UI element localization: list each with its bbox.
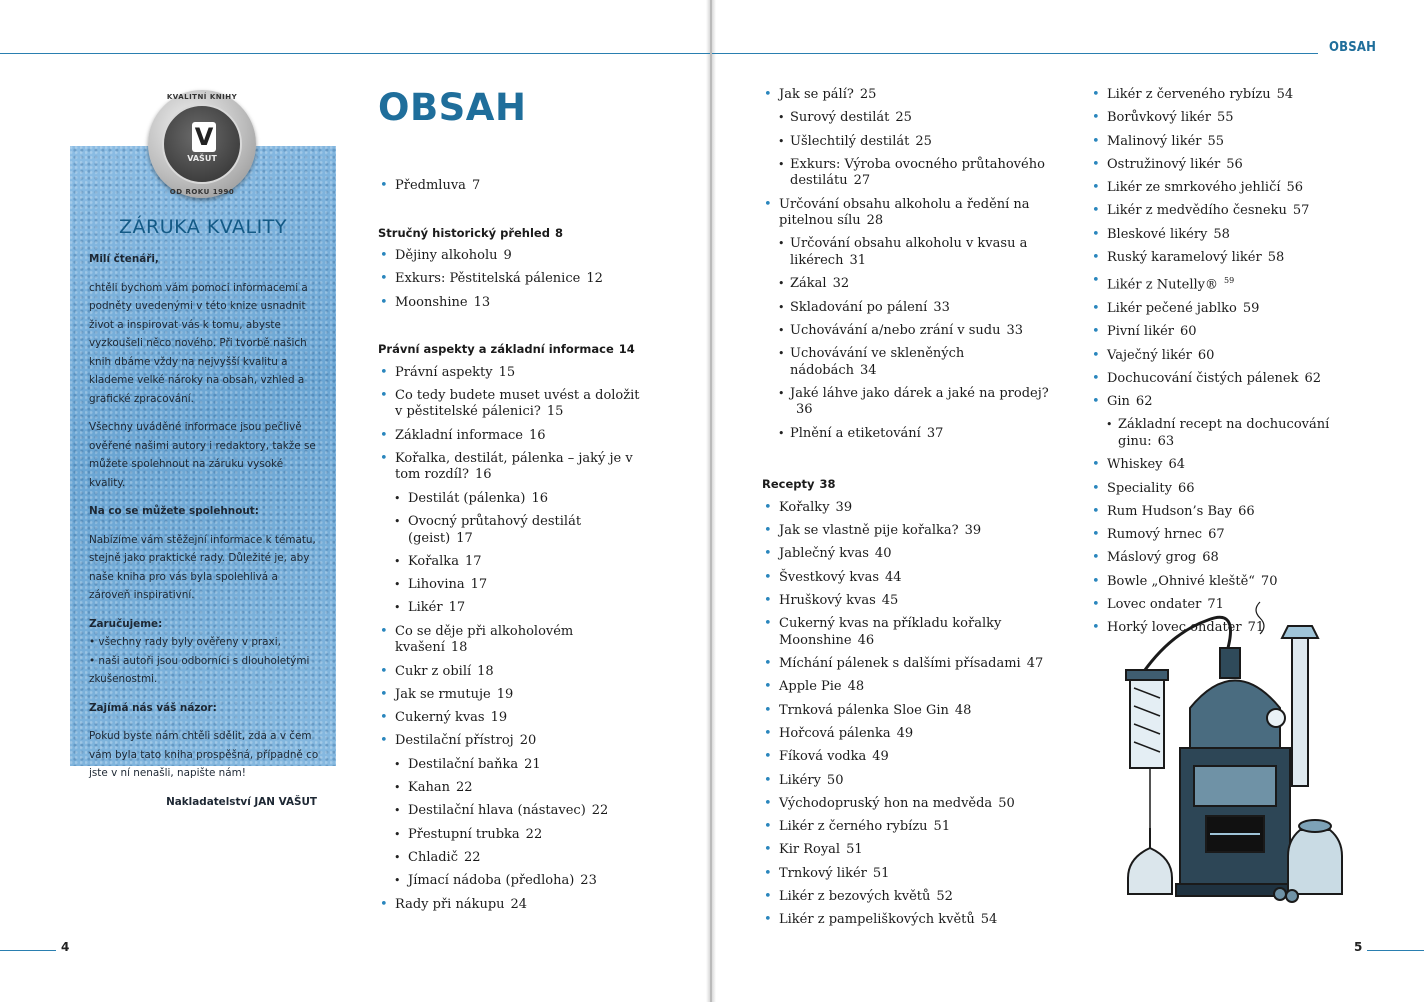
toc-entry[interactable]: • Malinový likér 55 (1090, 134, 1380, 151)
toc-entry[interactable]: • Základní informace 16 (378, 428, 640, 445)
toc-entry[interactable]: • Kořalky 39 (762, 500, 1052, 517)
toc-subentry[interactable]: • Určování obsahu alkoholu v kvasu a likérech 31 (762, 236, 1052, 269)
toc-entry[interactable]: • Moonshine 13 (378, 295, 640, 312)
quality-box-title: ZÁRUKA KVALITY (119, 216, 287, 238)
toc-entry[interactable]: • Exkurs: Pěstitelská pálenice 12 (378, 271, 640, 288)
qb-paragraph: Pokud byste nám chtěli sdělit, zda a v čem vám byla tato kniha prospěšná, případně co jste v ní nenašli, napište nám! (89, 730, 319, 779)
toc-section-heading[interactable]: Stručný historický přehled 8 (378, 225, 563, 240)
toc-subentry[interactable]: • Plnění a etiketování 37 (762, 426, 1052, 443)
toc-entry[interactable]: • Dějiny alkoholu 9 (378, 248, 640, 265)
toc-subentry[interactable]: • Ovocný průtahový destilát (geist) 17 (378, 514, 640, 547)
toc-entry[interactable]: • Rady při nákupu 24 (378, 897, 640, 914)
toc-entry[interactable]: • Destilační přístroj 20 (378, 733, 640, 750)
toc-entry[interactable]: • Pivní likér 60 (1090, 324, 1380, 341)
toc-entry[interactable]: • Bleskové likéry 58 (1090, 227, 1380, 244)
toc-entry[interactable]: • Co tedy budete muset uvést a doložit v pěstitelské pálenici? 15 (378, 388, 640, 421)
qb-greeting: Milí čtenáři, (89, 253, 159, 265)
header-rule (0, 53, 710, 54)
toc-entry[interactable]: • Předmluva 7 (378, 178, 640, 195)
qb-paragraph: Nabízíme vám stěžejní informace k tématu, stejně jako praktické rady. Důležité je, aby naše kniha pro vás byla spolehlivá a zároveň inspirativní. (89, 533, 316, 601)
toc-subentry[interactable]: • Základní recept na dochucování ginu: 63 (1090, 417, 1380, 450)
toc-entry[interactable]: • Fíková vodka 49 (762, 749, 1052, 766)
toc-subentry[interactable]: • Uchovávání a/nebo zrání v sudu 33 (762, 323, 1052, 340)
toc-subentry[interactable]: • Lihovina 17 (378, 577, 640, 594)
toc-entry[interactable]: • Hořcová pálenka 49 (762, 726, 1052, 743)
qb-heading: Zajímá nás váš názor: (89, 701, 217, 714)
qb-paragraph: chtěli bychom vám pomoci informacemi a podněty uvedenými v této knize usnadnit život a inspirovat vás k tomu, abyste vyzkoušeli něco nového. Při tvorbě našich knih dbáme vždy na nejvyšší kvalitu a klademe velké nároky na obsah, vzhled a grafické zpracování. (89, 281, 308, 405)
toc-entry[interactable]: • Likér z pampeliškových květů 54 (762, 912, 1052, 929)
toc-entry[interactable]: • Likér z černého rybízu 51 (762, 819, 1052, 836)
toc-subentry[interactable]: • Chladič 22 (378, 850, 640, 867)
running-head: OBSAH (1329, 40, 1377, 55)
toc-entry[interactable]: • Ostružinový likér 56 (1090, 157, 1380, 174)
toc-column-1 (378, 178, 640, 920)
seal-logo-icon: V (192, 122, 216, 152)
toc-entry[interactable]: • Cukerný kvas 19 (378, 710, 640, 727)
toc-entry[interactable]: • Máslový grog 68 (1090, 550, 1380, 567)
toc-entry[interactable]: • Jablečný kvas 40 (762, 546, 1052, 563)
toc-entry[interactable]: • Gin 62 (1090, 394, 1380, 411)
toc-entry[interactable]: • Speciality 66 (1090, 481, 1380, 498)
toc-entry[interactable]: • Hruškový kvas 45 (762, 593, 1052, 610)
toc-entry[interactable]: • Lovec ondater 71 (1090, 597, 1380, 614)
toc-subentry[interactable]: • Jímací nádoba (předloha) 23 (378, 873, 640, 890)
toc-entry[interactable]: • Jak se pálí? 25 (762, 87, 1052, 104)
toc-entry[interactable]: • Míchání pálenek s dalšími přísadami 47 (762, 656, 1052, 673)
toc-entry[interactable]: • Právní aspekty 15 (378, 365, 640, 382)
seal-brand: VAŠUT (187, 154, 217, 163)
toc-subentry[interactable]: • Destilační hlava (nástavec) 22 (378, 803, 640, 820)
toc-column-3 (1090, 87, 1380, 644)
toc-entry[interactable]: • Trnková pálenka Sloe Gin 48 (762, 703, 1052, 720)
toc-entry[interactable]: • Trnkový likér 51 (762, 866, 1052, 883)
qb-paragraph: Všechny uváděné informace jsou pečlivě ověřené našimi autory i redaktory, takže se můžete spolehnout na záruku vysoké kvality. (89, 421, 316, 489)
qb-signature: Nakladatelství JAN VAŠUT (166, 795, 317, 808)
toc-entry[interactable]: • Ruský karamelový likér 58 (1090, 250, 1380, 267)
toc-entry[interactable]: • Likér z medvědího česneku 57 (1090, 203, 1380, 220)
toc-entry[interactable]: • Určování obsahu alkoholu a ředění na pitelnou sílu 28 (762, 197, 1052, 230)
toc-section-heading[interactable]: Recepty 38 (762, 477, 836, 492)
toc-entry[interactable]: • Rumový hrnec 67 (1090, 527, 1380, 544)
toc-subentry[interactable]: • Destilát (pálenka) 16 (378, 491, 640, 508)
toc-entry[interactable]: • Whiskey 64 (1090, 457, 1380, 474)
toc-entry[interactable]: • Likér z Nutelly® $^{59}$ (1090, 273, 1380, 294)
footer-rule-right (1367, 950, 1424, 951)
toc-subentry[interactable]: • Zákal 32 (762, 276, 1052, 293)
quality-seal-icon (148, 90, 256, 198)
toc-subentry[interactable]: • Exkurs: Výroba ovocného průtahového destilátu 27 (762, 157, 1052, 190)
toc-subentry[interactable]: • Surový destilát 25 (762, 110, 1052, 127)
toc-column-2 (762, 87, 1052, 936)
header-rule-right (712, 53, 1318, 54)
toc-entry[interactable]: • Švestkový kvas 44 (762, 570, 1052, 587)
toc-entry[interactable]: • Likér z červeného rybízu 54 (1090, 87, 1380, 104)
seal-inner (162, 104, 242, 184)
toc-entry[interactable]: • Bowle „Ohnivé kleště“ 70 (1090, 574, 1380, 591)
toc-entry[interactable]: • Jak se vlastně pije kořalka? 39 (762, 523, 1052, 540)
toc-entry[interactable]: • Východopruský hon na medvěda 50 (762, 796, 1052, 813)
seal-bottom-text: OD ROKU 1990 (169, 188, 235, 196)
toc-subentry[interactable]: • Ušlechtilý destilát 25 (762, 134, 1052, 151)
toc-section-heading[interactable]: Právní aspekty a základní informace 14 (378, 342, 635, 357)
toc-entry[interactable]: • Vaječný likér 60 (1090, 348, 1380, 365)
toc-entry[interactable]: • Likér ze smrkového jehličí 56 (1090, 180, 1380, 197)
qb-heading: Na co se můžete spolehnout: (89, 505, 259, 517)
toc-entry[interactable]: • Jak se rmutuje 19 (378, 687, 640, 704)
footer-rule-left (0, 950, 56, 951)
toc-entry[interactable]: • Co se děje při alkoholovém kvašení 18 (378, 624, 640, 657)
toc-entry[interactable]: • Rum Hudson’s Bay 66 (1090, 504, 1380, 521)
toc-subentry[interactable]: • Jaké láhve jako dárek a jaké na prodej?36 (762, 386, 1052, 419)
toc-entry[interactable]: • Cukerný kvas na příkladu kořalky Moonshine 46 (762, 616, 1052, 649)
qb-bullet: • naši autoři jsou odborníci s dlouholetými zkušenostmi. (89, 654, 310, 685)
toc-entry[interactable]: • Cukr z obilí 18 (378, 664, 640, 681)
toc-subentry[interactable]: • Kahan 22 (378, 780, 640, 797)
toc-subentry[interactable]: • Skladování po pálení 33 (762, 300, 1052, 317)
toc-entry[interactable]: • Kořalka, destilát, pálenka – jaký je v tom rozdíl? 16 (378, 451, 640, 484)
toc-subentry[interactable]: • Likér 17 (378, 600, 640, 617)
toc-entry[interactable]: • Dochucování čistých pálenek 62 (1090, 371, 1380, 388)
page-number-right: 5 (1354, 940, 1363, 954)
seal-top-text: KVALITNÍ KNIHY (166, 93, 238, 101)
book-gutter (706, 0, 716, 1002)
toc-entry[interactable]: • Borůvkový likér 55 (1090, 110, 1380, 127)
toc-entry[interactable]: • Likér pečené jablko 59 (1090, 301, 1380, 318)
toc-entry[interactable]: • Likéry 50 (762, 773, 1052, 790)
toc-subentry[interactable]: • Destilační baňka 21 (378, 757, 640, 774)
qb-bullet: • všechny rady byly ověřeny v praxi, (89, 636, 281, 648)
page-number-left: 4 (61, 940, 70, 954)
toc-subentry[interactable]: • Kořalka 17 (378, 554, 640, 571)
qb-heading: Zaručujeme: (89, 617, 163, 630)
distilling-apparatus-illustration (1110, 598, 1345, 910)
toc-entry[interactable]: • Horký lovec ondater 71 (1090, 620, 1380, 637)
toc-subentry[interactable]: • Uchovávání ve skleněných nádobách 34 (762, 346, 1052, 379)
toc-entry[interactable]: • Likér z bezových květů 52 (762, 889, 1052, 906)
toc-entry[interactable]: • Kir Royal 51 (762, 842, 1052, 859)
toc-subentry[interactable]: • Přestupní trubka 22 (378, 827, 640, 844)
toc-title: OBSAH (378, 86, 527, 129)
quality-box-text (89, 250, 321, 821)
toc-entry[interactable]: • Apple Pie 48 (762, 679, 1052, 696)
